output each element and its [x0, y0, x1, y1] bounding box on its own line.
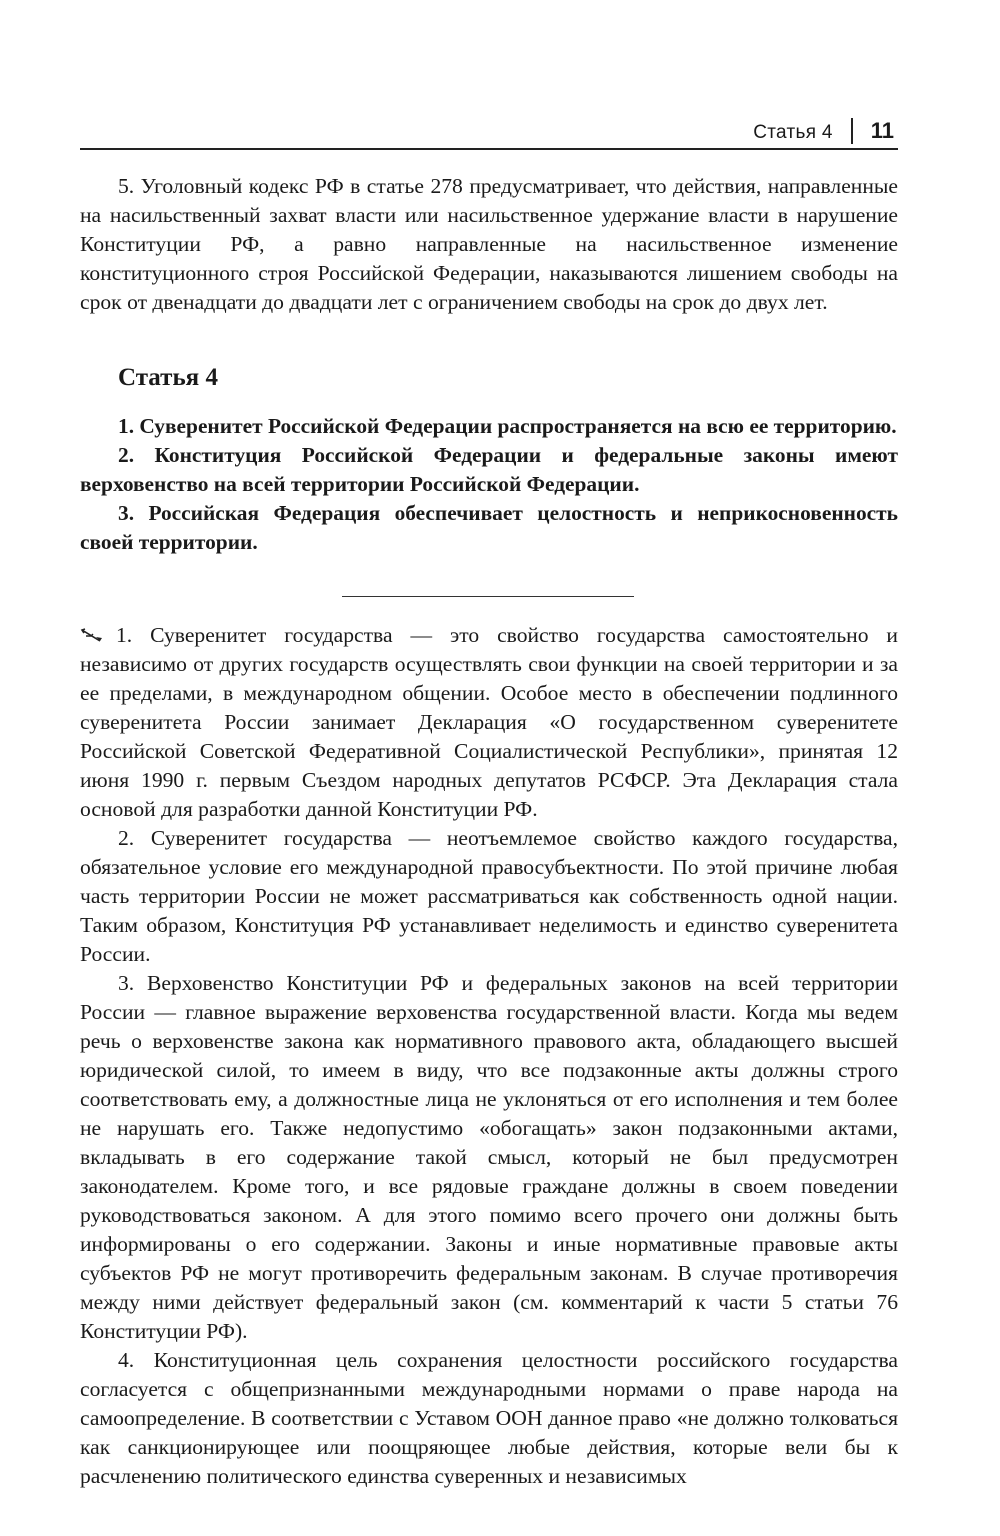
header-section-title: Статья 4 [753, 122, 833, 143]
article-part-3: 3. Российская Федерация обеспечивает целостность и неприкосновенность своей территории. [80, 501, 898, 554]
commentary-paragraph-1-text: 1. Суверенитет государства — это свойство государства самостоятельно и независимо от других государств осуществлять свои функции на своей территории и за ее пределами, в международном общении. Особое место в обеспечении подлинного суверенитета России занимает Декларация «О государственном суверенитете Российской Советской Федеративной Социалистической Республики», принятая 12 июня 1990 г. первым Съездом народных депутатов РСФСР. Эта Декларация стала основой для разработки данной Конституции РФ. [80, 623, 898, 821]
section-divider [342, 596, 634, 597]
commentary-paragraph-4: 4. Конституционная цель сохранения целостности российского государства согласуется с общепризнанными международными нормами о праве народа на самоопределение. В соответствии с Уставом ООН данное право «не должно толковаться как санкционирующее или поощряющее любые действия, которые вели бы к расчленению политического единства суверенных и независимых [80, 1348, 898, 1488]
article-text [80, 412, 898, 557]
commentary-block [80, 621, 898, 1491]
intro-block [80, 172, 898, 317]
running-header [80, 116, 898, 150]
commentary-paragraph-2: 2. Суверенитет государства — неотъемлемое свойство каждого государства, обязательное условие его международной правосубъектности. По этой причине любая часть территории России не может рассматриваться как собственность одной нации. Таким образом, Конституция РФ устанавливает неделимость и единство суверенитета России. [80, 826, 898, 966]
article-part-2: 2. Конституция Российской Федерации и федеральные законы имеют верховенство на всей территории Российской Федерации. [80, 443, 898, 496]
article-part-1: 1. Суверенитет Российской Федерации распространяется на всю ее территорию. [118, 414, 897, 438]
pen-icon [80, 623, 104, 641]
header-separator [851, 118, 853, 144]
book-page [80, 0, 898, 1536]
intro-paragraph: 5. Уголовный кодекс РФ в статье 278 предусматривает, что действия, направленные на насильственный захват власти или насильственное удержание власти в нарушение Конституции РФ, а равно направленные на насильственное изменение конституционного строя Российской Федерации, наказываются лишением свободы на срок от двенадцати до двадцати лет с ограничением свободы на срок до двух лет. [80, 174, 898, 314]
commentary-paragraph-3: 3. Верховенство Конституции РФ и федеральных законов на всей территории России — главное выражение верховенства государственной власти. Когда мы ведем речь о верховенстве закона как нормативного правового акта, обладающего высшей юридической силой, то имеем в виду, что все подзаконные акты должны строго соответствовать ему, а должностные лица не уклоняться от его исполнения и тем более не нарушать его. Также недопустимо «обогащать» закон подзаконными актами, вкладывать в его содержание такой смысл, который не был предусмотрен законодателем. Кроме того, и все рядовые граждане должны в своем поведении руководствоваться законом. А для этого помимо всего прочего они должны быть информированы о его содержании. Законы и иные нормативные правовые акты субъектов РФ не могут противоречить федеральным законам. В случае противоречия между ними действует федеральный закон (см. комментарий к части 5 статьи 76 Конституции РФ). [80, 971, 898, 1343]
article-title: Статья 4 [118, 364, 218, 391]
commentary-paragraph-1 [80, 621, 898, 824]
page-number: 11 [870, 118, 894, 143]
